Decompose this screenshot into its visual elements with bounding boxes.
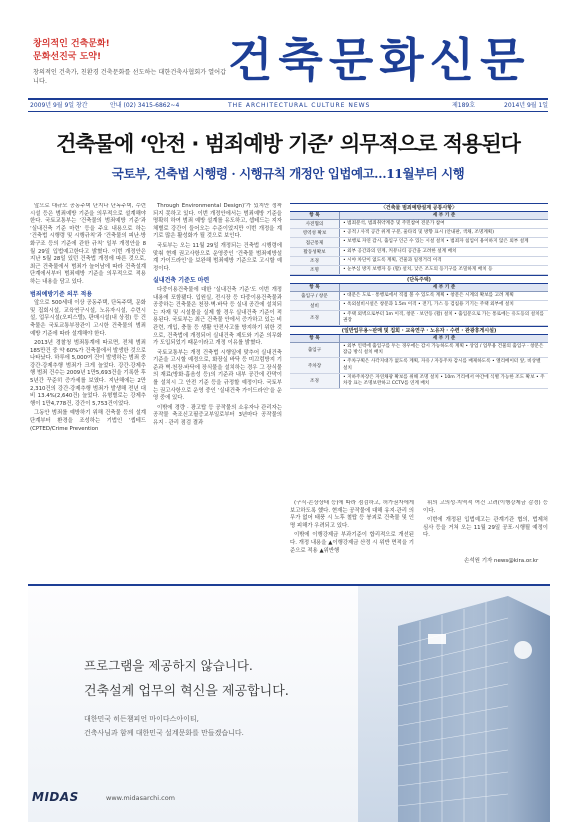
- ad-line-2: 건축설계 업무의 혁신을 제공합니다.: [84, 684, 289, 699]
- table-row: [290, 220, 548, 229]
- table-row: [290, 358, 548, 373]
- table-row: [290, 238, 548, 247]
- row-desc: • 보행로 자연 감시, 출입구 인근 수 있는 시설 설치 • 범죄자 침입이 용이하지 않은 외부 설계: [343, 239, 529, 245]
- row-desc: • 주택 외벽으로부터 1m 이격, 창문 · 보안등 (활) 설치 • 출입문으로 가는 통로에는 유도등의 설치를 권장: [343, 311, 544, 323]
- row-item: 접근통제: [290, 238, 340, 246]
- advertisement: [28, 584, 550, 822]
- row-item: 주차장: [290, 358, 340, 372]
- paragraph: 위의 고의성·지역적 여건 고려(이행강제금 감경) 등이다.: [423, 500, 548, 514]
- byline: 손석원 기자 news@kira.or.kr: [464, 558, 539, 564]
- paragraph: 이밖에 경량 · 광고탑 등 공작물의 소유자나 관리자는 공작물 축조신고필증교부일로부터 3년마다 공작물의 유지 · 관리 점검 결과: [153, 404, 282, 427]
- founded-date: 2009년 9월 9일 창간: [30, 102, 88, 109]
- paragraph: 이번에 개정된 입법예고는 관계기관 협의, 법제처 심사 등을 거쳐 오는 11월 29일 공포·시행될 예정이다.: [423, 517, 548, 539]
- row-item: 조경: [290, 311, 340, 325]
- paragraph: Through Environmental Design)’가 있지만 정착되지 못하고 있다. 이번 개정안에서는 범죄예방 기준을 명확히 하여 범죄 예방 설계를 유도하고, 셉테드는 지자체별로 강간이 들어오는 수준이었지만 이번 개정을 계기로 많은 활성화가 될 것으로 보인다.: [153, 203, 282, 240]
- slogan-line-2: 문화선진국 도약!: [33, 52, 102, 62]
- article-column-3: [290, 500, 414, 576]
- table-row: [290, 257, 548, 266]
- issue-number: 제189호: [452, 102, 476, 109]
- subhead: 국토부, 건축법 시행령 · 시행규칙 개정안 입법예고…11월부터 시행: [111, 166, 465, 181]
- ad-line-1: 프로그램을 제공하지 않습니다.: [84, 658, 253, 673]
- table-row: [290, 248, 548, 257]
- section-heading: 실내건축 기준도 마련: [153, 277, 210, 285]
- ad-line-3: 대한민국 히든챔피언 마이다스아이티,: [84, 715, 199, 723]
- crime-prevention-table: [290, 203, 548, 389]
- row-item: 사전협의: [290, 220, 340, 228]
- row-item: 조경: [290, 374, 340, 388]
- paragraph: 이밖에 이행강제금 부과기준이 합리적으로 개선된다. 개정 내용을 ▲이행강제금 산정 시 위반 면적을 기준으로 적용 ▲위반행: [290, 532, 414, 554]
- table-row: [290, 229, 548, 238]
- row-desc: • 주차구획은 사각지대가 없도록 계획, 자유 / 자동주차 감시를 배제하도록 • 엘리베이터 앞, 비상벨 설치: [343, 359, 541, 371]
- row-item: 출입구 / 창문: [290, 292, 340, 300]
- table-header: [290, 284, 548, 292]
- table-row: [290, 301, 548, 310]
- header-desc: 세 부 기 준: [432, 213, 456, 218]
- masthead: 건축문화신문: [228, 33, 531, 87]
- row-desc: • 외부 공간과의 연계, 커뮤니티 공간을 고려한 설계 배치: [343, 248, 457, 254]
- table-row: [290, 343, 548, 358]
- paragraph: 국토부는 오는 11월 29일 개정되는 건축법 시행령에 맞춰 현재 권고사항으로 운영중인 ‘건축물 범죄예방설계 가이드라인’을 보완해 범죄예방 기준으로 고시할 예정이다.: [153, 242, 282, 272]
- table-row: [290, 266, 548, 275]
- table-row: [290, 374, 548, 389]
- article-column-4: [423, 500, 548, 550]
- header-desc: 세 부 기 준: [432, 285, 456, 291]
- headline: 건축물에 ‘안전 · 범죄예방 기준’ 의무적으로 적용된다: [56, 132, 520, 156]
- article-column-1: [30, 203, 146, 573]
- table-header: [290, 212, 548, 220]
- table-title: (일반업무용~판매 및 집회 · 교육연구 · 노유자 · 수련 · 관광휴게시설): [290, 326, 548, 335]
- slogan-line-3: 창의적인 건축가, 친환경 건축문화를 선도하는 대한건축사협회가 열어갑니다.: [33, 69, 227, 85]
- row-desc: • 대문은 도로 · 통행로에서 직접 볼 수 있도록 계획 • 창문은 시계의 확보를 고려 계획: [343, 293, 514, 299]
- header-desc: 세 부 기 준: [432, 336, 456, 342]
- table-header: [290, 335, 548, 343]
- header-item: 항 목: [290, 212, 340, 219]
- paragraph: 2013년 경찰청 범죄통계에 따르면, 전체 범죄 185만건 중 약 60%가 건축물에서 발생한 것으로 나타났다. 하루에 5,000여 건이 발생하는 범죄 중 강간·강제추행 범죄가 크게 늘었다. 강간·강제추행 범죄 건수는 2009년 1만5,693건을 기록한 후 5년간 꾸준히 증가세를 보였다. 지난해에는 2만2,310건의 강간·강제추행 범죄가 발생해 전년 대비 13.4%(2,640건) 늘었다. 유형별로는 강제추행이 1만4,778건, 강간이 5,753건이었다.: [30, 340, 146, 407]
- row-item: 설비: [290, 301, 340, 309]
- phone: 안내 (02) 3415-6862~4: [110, 102, 180, 109]
- section-heading: 범죄예방기준 의무 적용: [30, 290, 93, 298]
- row-desc: • 공적 / 사적 공간 위계 구분, 울타리 및 방향 표시 (안내판, 색채, 조명계획): [343, 230, 495, 236]
- ad-url[interactable]: www.midasarchi.com: [106, 794, 176, 802]
- info-bar: [28, 98, 548, 112]
- row-desc: • 지하주차장은 자연채광 확보를 위해 조명 설치 • 10m 거리에서 야간에 식별 가능한 조도 확보 • 주차장 표는 조명보완하고 CCTV를 연계 배치: [343, 374, 545, 387]
- paragraph: 국토교통부는 개정 건축법 시행일에 맞추어 실내건축 기준을 고시할 예정으로, 화장실 바닥 등 미끄럼방지 기준과 벽·천장·바닥에 장식물을 설치하는 경우 그 장식물의 재료(방화·흡음성 등)의 기준과 내부 공간에 칸막이를 설치시 그 안전 기준 등을 규정할 예정이다. 국토부는 권고사항으로 운영 중인 ‘실내건축 가이드라인’을 운영 중에 있다.: [153, 349, 282, 402]
- table-title: 〈건축물 범죄예방설계 공통사항〉: [290, 203, 548, 212]
- paragraph: 앞으로 대규모 공동주택 단지나 단독주택, 수련시설 등은 범죄예방 기준을 의무적으로 설계해야 한다. 국토교통부는 ‘건축물의 범죄예방 기준’과 ‘실내건축 기준 마련’ 등을 주요 내용으로 하는 ‘건축법 시행령 및 시행규칙’과 ‘건축물의 피난·방화구조 등의 기준에 관한 규칙’ 일부 개정안을 8월 29일 입법예고한다고 밝혔다. 이번 개정안은 지난 5월 28일 있던 건축법 개정에 따른 것으로, 최근 건축물에서 범죄가 늘어남에 따라 건축설계단계에서부터 범죄예방 기준을 의무적으로 적용하는 내용을 담고 있다.: [30, 203, 146, 285]
- table-row: [290, 311, 548, 326]
- paragraph: (구식·손상상태 등)에 따라 점검하고, 허가권자에게 보고하도록 했다. 현재는 공작물에 대해 유지·관리 의무가 없어 태풍 시 노후 철탑 등 붕괴로 건축물 및 인명 피해가 우려되고 있다.: [290, 500, 414, 529]
- english-title: THE ARCHITECTURAL CULTURE NEWS: [228, 102, 371, 109]
- row-desc: • 시야 차단이 없도록 계획, 건물과 일정거리 이격: [343, 257, 442, 263]
- header-item: 항 목: [290, 284, 340, 291]
- row-item: 영역성 확보: [290, 229, 340, 237]
- row-desc: • 외부 인력에 출입구를 두는 경우에는 감시 가능하도록 계획 • 상업 / 업무용 건물의 출입구 · 창문은 잠금 방식 설치 배치: [343, 344, 544, 356]
- midas-logo: MIDAS: [32, 790, 79, 804]
- row-item: 출입구: [290, 343, 340, 357]
- table-title: (단독주택): [290, 275, 548, 284]
- row-desc: • 범죄분석, 범죄취약계층 및 주민참여 전문가 참여: [343, 221, 445, 226]
- row-item: 조명: [290, 266, 340, 274]
- header-item: 항 목: [290, 335, 340, 342]
- row-item: 활동성확보: [290, 248, 340, 256]
- row-desc: • 옥외설비시설은 창문과 1.5m 이격 • 전기, 가스 등 검침용 기기는 주택 외부에 설치: [343, 302, 514, 308]
- row-desc: • 눈부심 방지 보행자 등 (활) 설치, 낮은 조도의 등기구를 조밀하게 배치 등: [343, 267, 493, 273]
- article-column-2: [153, 203, 282, 573]
- ad-line-4: 건축사님과 함께 대한민국 설계문화를 만들겠습니다.: [84, 729, 244, 737]
- table-row: [290, 292, 548, 301]
- slogan-line-1: 창의적인 건축문화!: [33, 39, 110, 49]
- row-item: 조경: [290, 257, 340, 265]
- paragraph: 앞으로 500세대 이상 공동주택, 단독주택, 문화 및 집회시설, 교육연구시설, 노유자시설, 수련시설, 업무시설(오피스텔), 판매시설(내 상점) 등 건축물은 국토교통부장관이 고시한 건축물의 범죄예방 기준에 따라 설계해야 한다.: [30, 300, 146, 337]
- paragraph: 다중이용건축물에 대한 ‘실내건축 기준’도 이번 개정내용에 포함됐다. 입원실, 전시장 등 다중이용건축물과 공중하는 건축물은 천장·벽·바닥 등 실내 공간에 설치되는 자재 및 시설물을 실제 할 경우 실내건축 기준이 적용된다. 국토부는 최근 건축물 안에서 증가하고 있는 비관련, 개입, 충돌 등 생활 안전사고를 방지하기 위한 것으로, 건축법에 개정되어 실내건축 제도와 기준 의무화가 도입되었기 때문이라고 개정 이유를 밝혔다.: [153, 286, 282, 347]
- building-image: [358, 586, 550, 822]
- issue-date: 2014년 9월 1일: [504, 102, 549, 109]
- paragraph: 그동안 범죄를 예방하기 위해 건축물 등의 설계단계부터 환경을 조성하는 기법인 ‘셉테드(CPTED/Crime Prevention: [30, 410, 146, 432]
